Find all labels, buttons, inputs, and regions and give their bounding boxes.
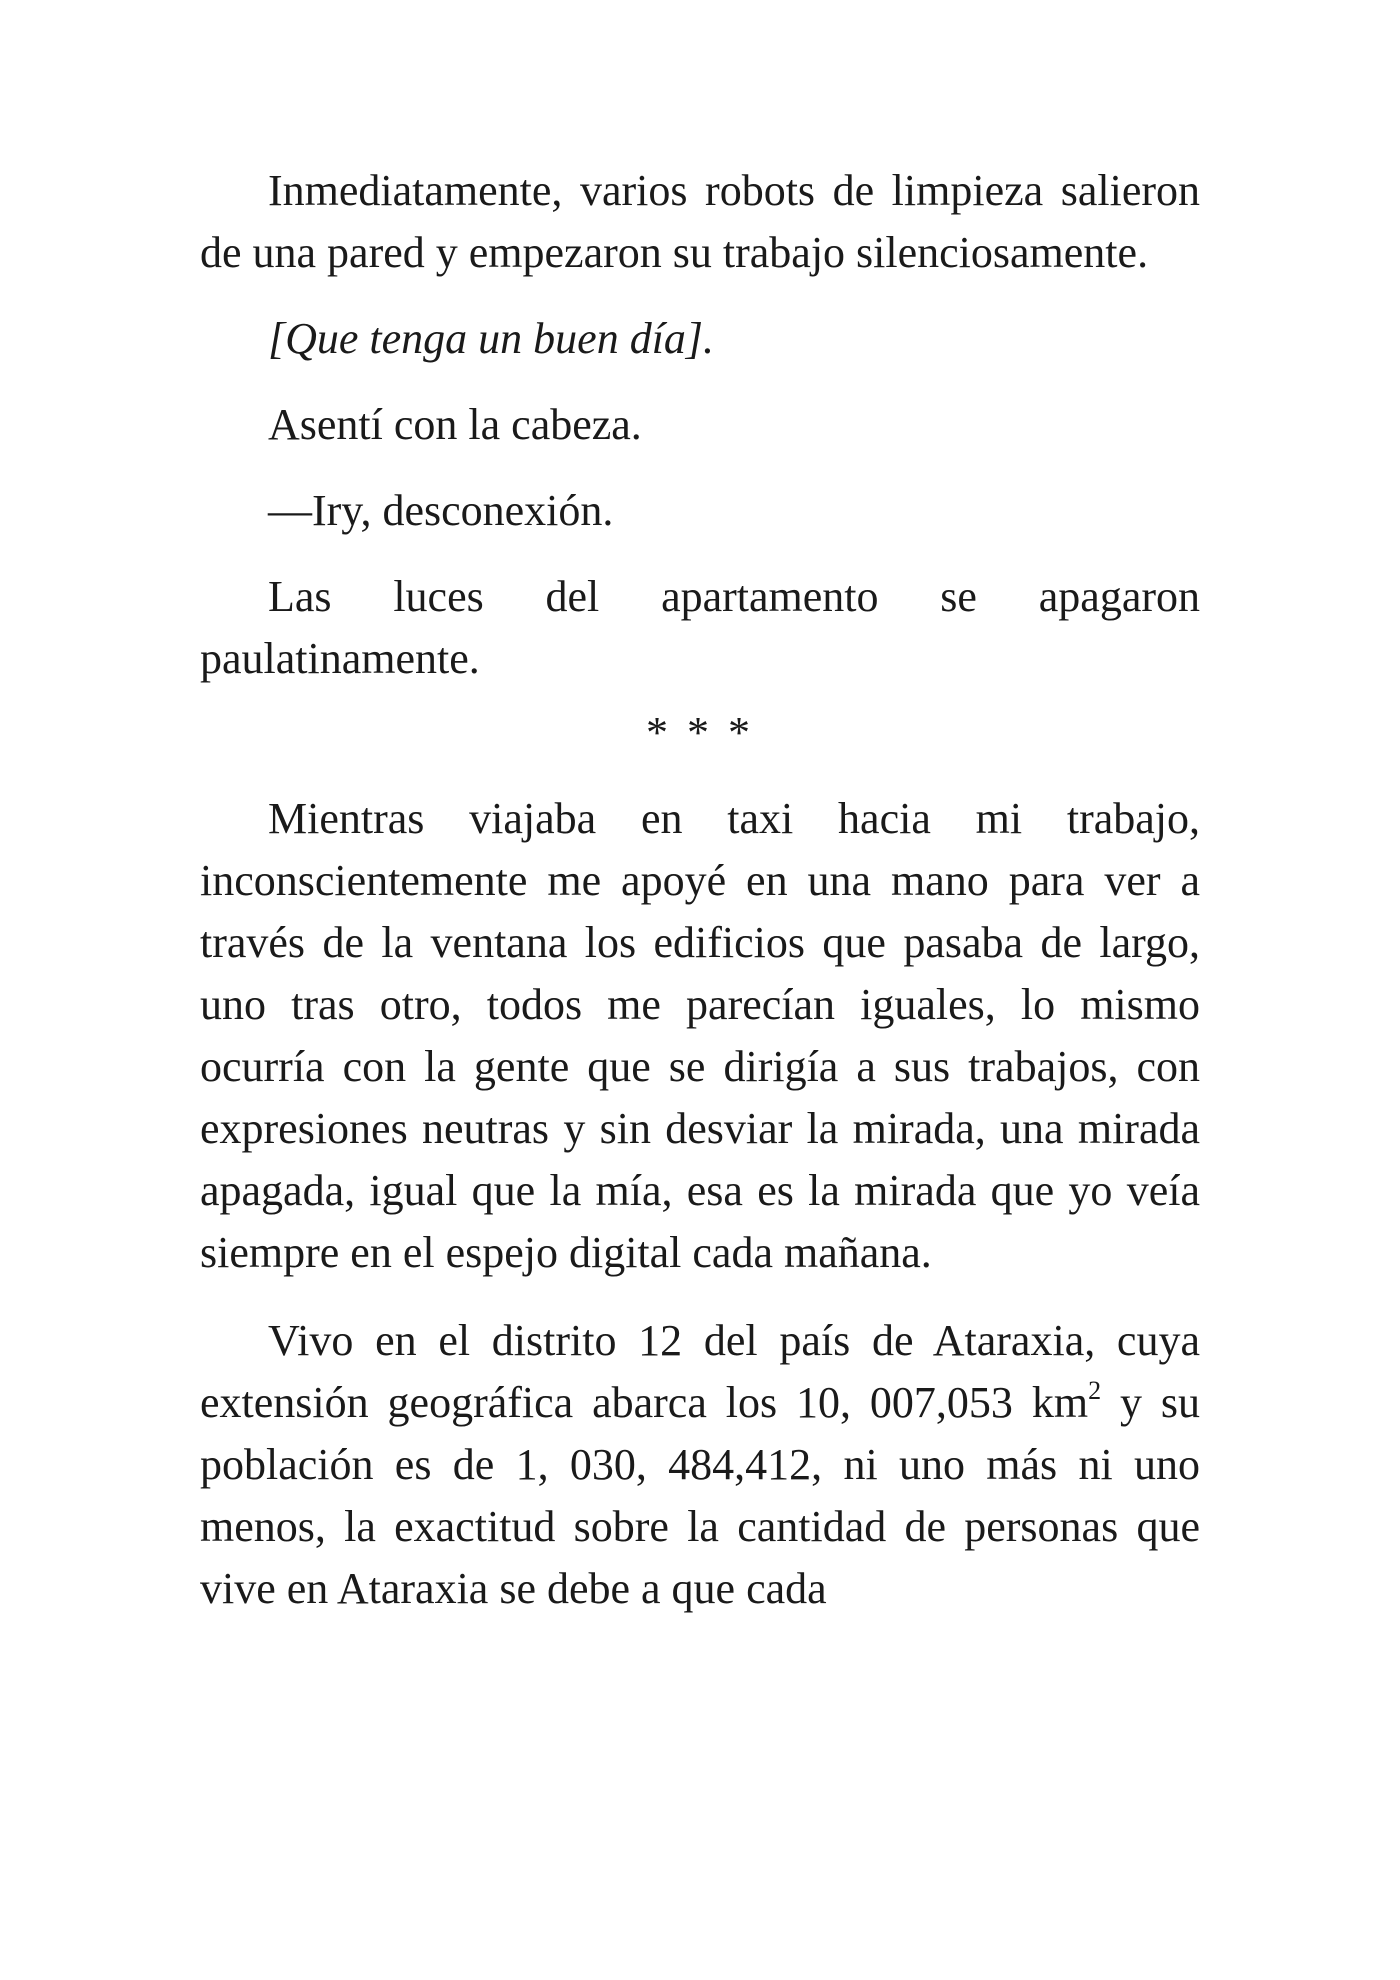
scene-separator: * * *	[646, 708, 754, 757]
paragraph-ataraxia	[200, 1310, 1200, 1620]
paragraph-system-message: [Que tenga un buen día].	[268, 314, 715, 363]
paragraph-robots: Inmediatamente, varios robots de limpieza salieron de una pared y empezaron su trabajo silenciosamente.	[200, 166, 1200, 277]
paragraph-taxi: Mientras viajaba en taxi hacia mi trabajo, inconscientemente me apoyé en una mano para ver a través de la ventana los edificios que pasaba de largo, uno tras otro, todos me parecían iguales, lo mismo ocurría con la gente que se dirigía a sus trabajos, con expresiones neutras y sin desviar la mirada, una mirada apagada, igual que la mía, esa es la mirada que yo veía siempre en el espejo digital cada mañana.	[200, 794, 1200, 1277]
paragraph-ataraxia-part1: Vivo en el distrito 12 del país de Ataraxia, cuya extensión geográfica abarca los 10, 007,053 km	[200, 1316, 1200, 1427]
superscript-squared: 2	[1088, 1376, 1102, 1405]
paragraph-ataraxia-part2: y su población es de 1, 030, 484,412, ni uno más ni uno menos, la exactitud sobre la cantidad de personas que vive en Ataraxia se debe a que cada	[200, 1378, 1200, 1613]
paragraph-lights: Las luces del apartamento se apagaron paulatinamente.	[200, 572, 1200, 683]
book-page	[200, 160, 1200, 1620]
paragraph-nod: Asentí con la cabeza.	[268, 400, 642, 449]
paragraph-dialogue: —Iry, desconexión.	[268, 486, 614, 535]
